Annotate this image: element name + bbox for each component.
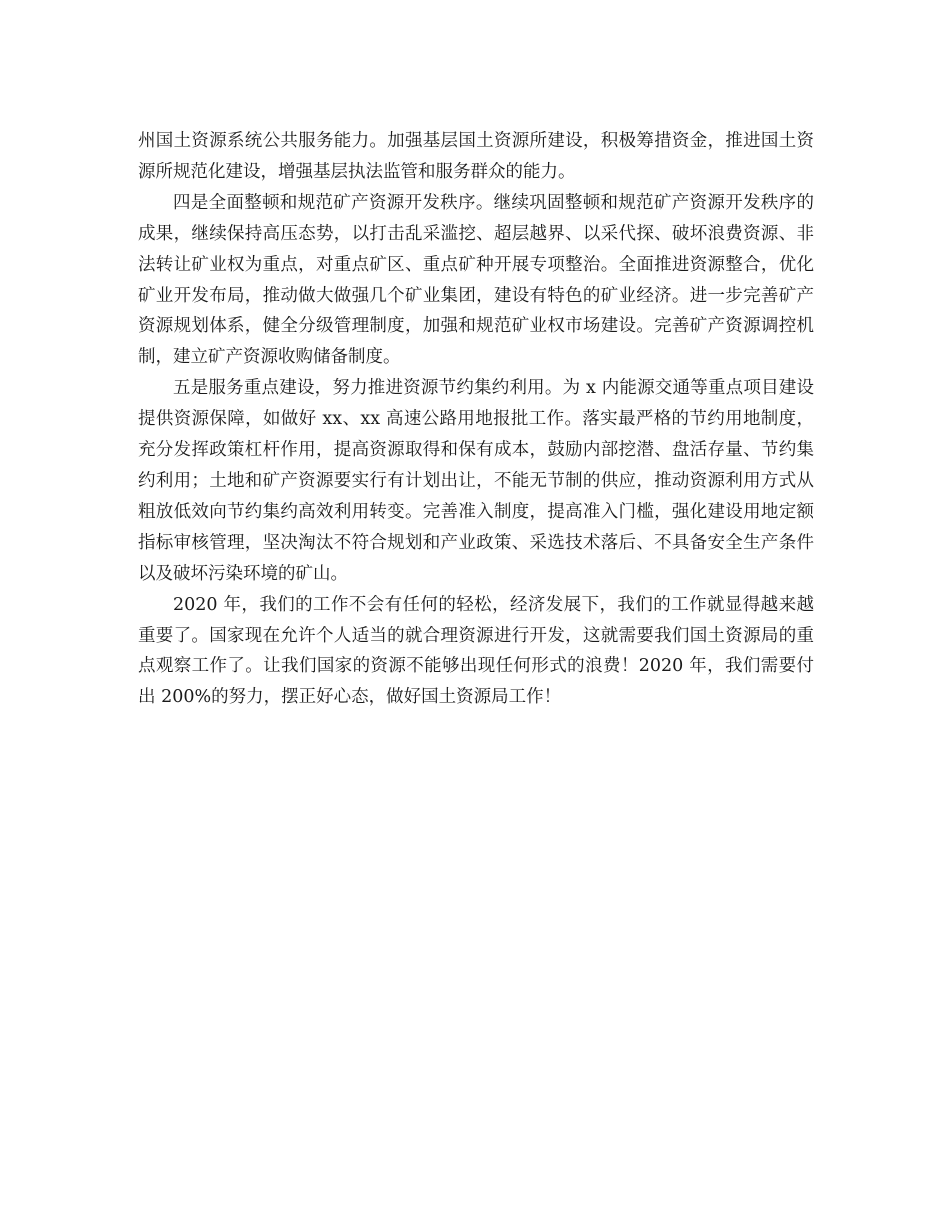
paragraph-1: 州国土资源系统公共服务能力。加强基层国土资源所建设，积极筹措资金，推进国土资源所规范化建设，增强基层执法监管和服务群众的能力。 xyxy=(138,131,814,182)
paragraph-4: 2020 年，我们的工作不会有任何的轻松，经济发展下，我们的工作就显得越来越重要了。国家现在允许个人适当的就合理资源进行开发，这就需要我们国土资源局的重点观察工作了。让我们国家的资源不能够出现任何形式的浪费！2020 年，我们需要付出 200%的努力，摆正好心态，做好国土资源局工作！ xyxy=(138,594,814,708)
paragraph-3: 五是服务重点建设，努力推进资源节约集约利用。为 x 内能源交通等重点项目建设提供资源保障，如做好 xx、xx 高速公路用地报批工作。落实最严格的节约用地制度，充分发挥政策杠杆作用，提高资源取得和保有成本，鼓励内部挖潜、盘活存量、节约集约利用；土地和矿产资源要实行有计划出让，不能无节制的供应，推动资源利用方式从粗放低效向节约集约高效利用转变。完善准入制度，提高准入门槛，强化建设用地定额指标审核管理，坚决淘汰不符合规划和产业政策、采选技术落后、不具备安全生产条件以及破坏污染环境的矿山。 xyxy=(138,378,814,584)
document-body xyxy=(138,126,814,713)
paragraph-2: 四是全面整顿和规范矿产资源开发秩序。继续巩固整顿和规范矿产资源开发秩序的成果，继续保持高压态势，以打击乱采滥挖、超层越界、以采代探、破坏浪费资源、非法转让矿业权为重点，对重点矿区、重点矿种开展专项整治。全面推进资源整合，优化矿业开发布局，推动做大做强几个矿业集团，建设有特色的矿业经济。进一步完善矿产资源规划体系，健全分级管理制度，加强和规范矿业权市场建设。完善矿产资源调控机制，建立矿产资源收购储备制度。 xyxy=(138,192,814,368)
